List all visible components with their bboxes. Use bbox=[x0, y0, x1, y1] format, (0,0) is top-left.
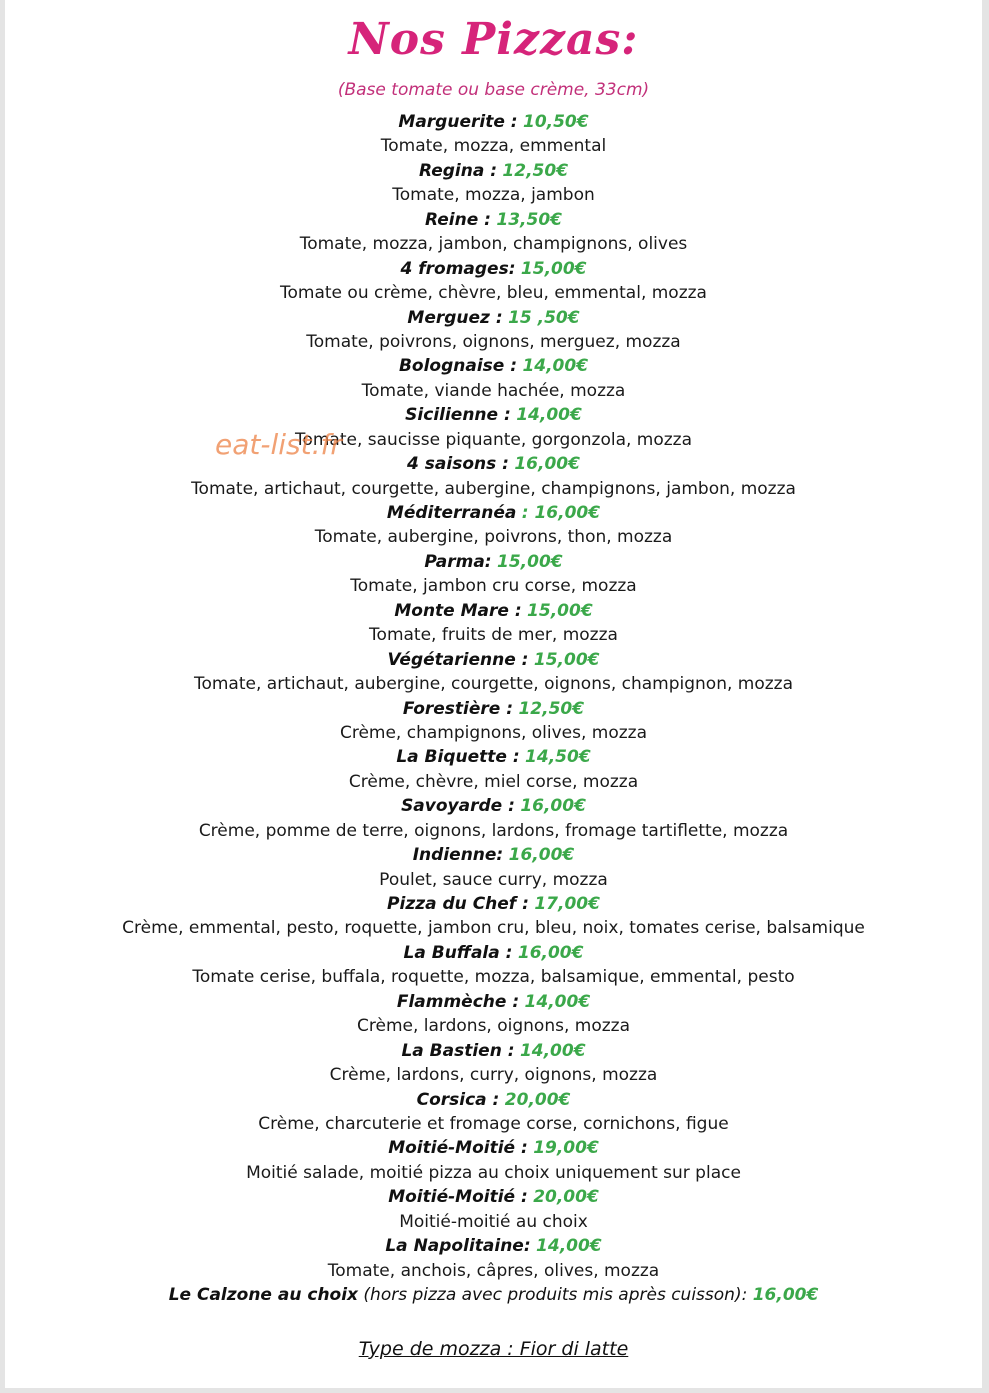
page-subtitle: (Base tomate ou base crème, 33cm) bbox=[337, 80, 650, 100]
pizza-heading bbox=[5, 745, 982, 769]
pizza-name: Pizza du Chef : bbox=[387, 894, 529, 914]
pizza-name: Sicilienne : bbox=[405, 405, 511, 426]
pizza-price: 14,00€ bbox=[516, 405, 582, 426]
pizza-heading bbox=[5, 159, 982, 183]
pizza-heading bbox=[5, 306, 982, 330]
pizza-ingredients: Tomate ou crème, chèvre, bleu, emmental, mozza bbox=[280, 283, 707, 304]
pizza-price: 10,50€ bbox=[522, 112, 589, 132]
pizza-price: 14,00€ bbox=[522, 356, 589, 377]
pizza-heading bbox=[5, 257, 982, 281]
pizza-name: Forestière : bbox=[402, 698, 514, 719]
pizza-heading bbox=[5, 892, 982, 916]
pizza-price: 14,00€ bbox=[519, 1040, 586, 1061]
calzone-note: (hors pizza avec produits mis après cuisson): bbox=[358, 1285, 753, 1305]
menu-page bbox=[5, 0, 982, 1388]
pizza-name: Savoyarde : bbox=[401, 796, 515, 817]
calzone-name: Le Calzone au choix bbox=[168, 1285, 359, 1305]
pizza-ingredients: Tomate, mozza, emmental bbox=[380, 136, 607, 157]
pizza-price: 14,00€ bbox=[524, 991, 591, 1012]
pizza-heading bbox=[5, 941, 982, 965]
pizza-name: Flammèche : bbox=[396, 991, 520, 1012]
pizza-heading bbox=[5, 648, 982, 672]
pizza-price: 15,00€ bbox=[497, 551, 563, 572]
pizza-heading bbox=[5, 110, 982, 134]
pizza-ingredients: Tomate, saucisse piquante, gorgonzola, mozza bbox=[294, 429, 693, 450]
pizza-heading bbox=[5, 1234, 982, 1258]
pizza-ingredients: Crème, lardons, curry, oignons, mozza bbox=[329, 1065, 658, 1086]
pizza-heading bbox=[5, 208, 982, 232]
pizza-name: Corsica : bbox=[416, 1089, 500, 1110]
pizza-ingredients: Crème, champignons, olives, mozza bbox=[339, 722, 648, 743]
pizza-name: Reine : bbox=[425, 209, 491, 230]
pizza-heading bbox=[5, 1185, 982, 1209]
pizza-price: 13,50€ bbox=[496, 209, 562, 230]
pizza-ingredients: Tomate, jambon cru corse, mozza bbox=[350, 576, 637, 597]
pizza-heading bbox=[5, 794, 982, 818]
pizza-name: Parma: bbox=[424, 551, 492, 572]
pizza-ingredients: Tomate, anchois, câpres, olives, mozza bbox=[327, 1260, 660, 1281]
pizza-price: 19,00€ bbox=[533, 1138, 599, 1159]
pizza-name: La Bastien : bbox=[401, 1040, 515, 1061]
pizza-heading bbox=[5, 843, 982, 867]
pizza-heading bbox=[5, 1088, 982, 1112]
pizza-name: La Buffala : bbox=[403, 942, 513, 963]
pizza-price: 12,50€ bbox=[518, 698, 585, 719]
pizza-name: Moitié-Moitié : bbox=[388, 1138, 528, 1159]
pizza-name: Bolognaise : bbox=[398, 356, 518, 377]
pizza-name: Marguerite : bbox=[398, 112, 518, 132]
pizza-heading bbox=[5, 354, 982, 378]
pizza-name: Méditerranéa bbox=[386, 503, 517, 523]
pizza-ingredients: Crème, pomme de terre, oignons, lardons, fromage tartiflette, mozza bbox=[198, 820, 789, 841]
pizza-name: Monte Mare : bbox=[394, 600, 522, 621]
pizza-name: 4 saisons : bbox=[407, 454, 509, 475]
pizza-price: 16,00€ bbox=[517, 942, 584, 963]
pizza-ingredients: Moitié salade, moitié pizza au choix uniquement sur place bbox=[246, 1162, 741, 1183]
pizza-ingredients: Crème, lardons, oignons, mozza bbox=[357, 1016, 630, 1037]
pizza-heading bbox=[5, 990, 982, 1014]
pizza-price: 15 ,50€ bbox=[508, 307, 580, 328]
calzone-line bbox=[5, 1283, 982, 1307]
pizza-price: 16,00€ bbox=[514, 454, 580, 475]
pizza-price: 17,00€ bbox=[534, 894, 600, 914]
pizza-ingredients: Crème, charcuterie et fromage corse, cornichons, figue bbox=[258, 1113, 729, 1134]
pizza-price: 12,50€ bbox=[502, 160, 569, 181]
pizza-ingredients: Tomate, mozza, jambon, champignons, olives bbox=[299, 234, 688, 255]
pizza-name: Moitié-Moitié : bbox=[388, 1187, 528, 1208]
pizza-price: 20,00€ bbox=[504, 1089, 571, 1110]
pizza-ingredients: Tomate, fruits de mer, mozza bbox=[369, 625, 618, 646]
pizza-price: 15,00€ bbox=[533, 649, 600, 670]
pizza-price: 15,00€ bbox=[520, 258, 587, 279]
pizza-price: 14,00€ bbox=[536, 1236, 602, 1257]
pizza-ingredients: Moitié-moitié au choix bbox=[399, 1211, 588, 1232]
pizza-ingredients: Tomate, artichaut, aubergine, courgette, oignons, champignon, mozza bbox=[193, 674, 794, 695]
pizza-ingredients: Tomate, mozza, jambon bbox=[392, 185, 595, 206]
pizza-heading bbox=[5, 452, 982, 476]
pizza-price: 20,00€ bbox=[533, 1187, 599, 1208]
mozza-type-note: Type de mozza : Fior di latte bbox=[358, 1338, 629, 1360]
pizza-name: Regina : bbox=[418, 160, 498, 181]
pizza-price: 14,50€ bbox=[525, 747, 591, 768]
pizza-ingredients: Tomate, viande hachée, mozza bbox=[361, 380, 626, 401]
calzone-price: 16,00€ bbox=[752, 1285, 819, 1305]
pizza-ingredients: Crème, chèvre, miel corse, mozza bbox=[348, 771, 639, 792]
pizza-ingredients: Poulet, sauce curry, mozza bbox=[379, 869, 608, 890]
pizza-ingredients: Tomate, artichaut, courgette, aubergine, champignons, jambon, mozza bbox=[191, 478, 796, 499]
pizza-ingredients: Tomate cerise, buffala, roquette, mozza, balsamique, emmental, pesto bbox=[192, 967, 795, 988]
page-title: Nos Pizzas: bbox=[348, 14, 639, 65]
pizza-price: 16,00€ bbox=[520, 796, 586, 817]
pizza-heading bbox=[5, 403, 982, 427]
pizza-heading bbox=[5, 697, 982, 721]
pizza-price: : 16,00€ bbox=[521, 503, 601, 523]
pizza-heading bbox=[5, 501, 982, 525]
pizza-heading bbox=[5, 599, 982, 623]
pizza-name: Merguez : bbox=[407, 307, 503, 328]
pizza-name: Indienne: bbox=[412, 845, 504, 866]
pizza-name: Végétarienne : bbox=[387, 649, 529, 670]
pizza-price: 16,00€ bbox=[508, 845, 575, 866]
pizza-price: 15,00€ bbox=[527, 600, 593, 621]
pizza-ingredients: Tomate, aubergine, poivrons, thon, mozza bbox=[314, 527, 673, 548]
pizza-name: La Biquette : bbox=[396, 747, 520, 768]
pizza-ingredients: Crème, emmental, pesto, roquette, jambon cru, bleu, noix, tomates cerise, balsamique bbox=[122, 918, 865, 939]
pizza-heading bbox=[5, 550, 982, 574]
pizza-heading bbox=[5, 1039, 982, 1063]
pizza-list bbox=[5, 110, 982, 1307]
pizza-ingredients: Tomate, poivrons, oignons, merguez, mozza bbox=[306, 331, 681, 352]
watermark: eat-list.fr bbox=[215, 428, 342, 461]
pizza-name: 4 fromages: bbox=[400, 258, 516, 279]
pizza-name: La Napolitaine: bbox=[385, 1236, 531, 1257]
pizza-heading bbox=[5, 1136, 982, 1160]
